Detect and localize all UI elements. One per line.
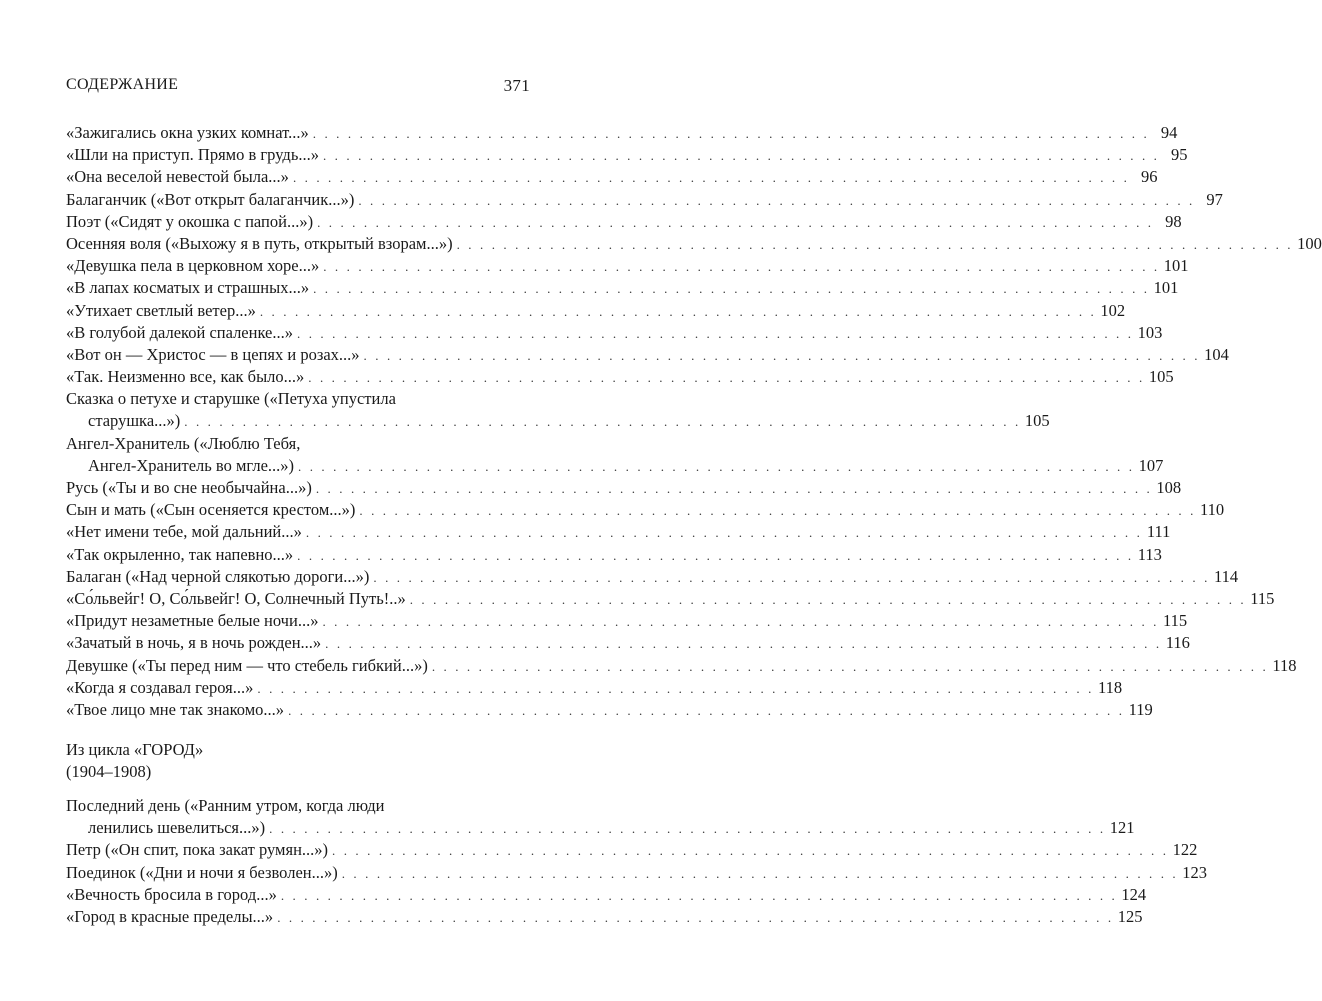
toc-entry — [66, 521, 1171, 543]
toc-leader-dots — [265, 818, 1110, 840]
toc-entry-line1: Ангел-Хранитель («Люблю Тебя, — [66, 433, 301, 453]
toc-entry-page: 115 — [1163, 611, 1188, 631]
toc-entry-title: «В лапах косматых и страшных...» — [66, 278, 310, 298]
toc-entry-page: 114 — [1213, 566, 1239, 586]
toc-entry-page: 116 — [1165, 633, 1190, 653]
toc-entry-title: «Вечность бросила в город...» — [66, 884, 277, 904]
toc-entry-title: Девушке («Ты перед ним — что стебель гибкий...») — [66, 655, 428, 675]
table-of-contents — [66, 122, 1322, 928]
toc-leader-dots — [309, 278, 1154, 300]
toc-entry-title: «Зажигались окна узких комнат...» — [66, 123, 309, 142]
toc-entry — [66, 566, 1239, 588]
toc-entry-page: 102 — [1100, 300, 1126, 320]
toc-entry-page: 124 — [1121, 884, 1147, 904]
toc-entry-title: «Придут незаметные белые ночи...» — [66, 611, 319, 631]
toc-entry-line1: Последний день («Ранним утром, когда люди — [66, 796, 385, 816]
toc-leader-dots — [369, 567, 1214, 589]
toc-entry — [66, 255, 1189, 277]
toc-entry-title: ленились шевелиться...») — [88, 818, 266, 838]
toc-entry-page: 105 — [1024, 411, 1050, 431]
toc-leader-dots — [313, 212, 1158, 234]
toc-entry-title: «Твое лицо мне так знакомо...» — [66, 699, 285, 719]
toc-entry-page: 115 — [1250, 588, 1275, 608]
toc-leader-dots — [293, 545, 1138, 567]
toc-entry — [66, 588, 1275, 610]
toc-entry — [66, 144, 1188, 166]
toc-entry — [66, 906, 1143, 928]
toc-entry — [66, 610, 1188, 632]
toc-entry-title: «Зачатый в ночь, я в ночь рожден...» — [66, 633, 322, 653]
toc-entry-page: 123 — [1182, 862, 1208, 882]
toc-leader-dots — [360, 345, 1205, 367]
toc-leader-dots — [302, 522, 1147, 544]
toc-leader-dots — [319, 256, 1164, 278]
section-title: Из цикла «ГОРОД» — [66, 740, 204, 760]
toc-leader-dots — [319, 145, 1164, 167]
toc-entry-page: 118 — [1272, 655, 1297, 675]
toc-leader-dots — [180, 411, 1025, 433]
toc-entry-title: Сын и мать («Сын осеняется крестом...») — [66, 500, 356, 520]
toc-entry-title: Осенняя воля («Выхожу я в путь, открытый взорам...») — [66, 233, 453, 253]
toc-entry — [66, 166, 1158, 188]
toc-entry-title: «В голубой далекой спаленке...» — [66, 322, 294, 342]
toc-leader-dots — [312, 478, 1157, 500]
toc-entry-title: «Нет имени тебе, мой дальний...» — [66, 522, 302, 542]
toc-entry-page: 98 — [1165, 211, 1182, 231]
toc-entry — [66, 344, 1229, 366]
toc-entry-title: Балаган («Над черной слякотью дороги...») — [66, 566, 370, 586]
toc-leader-dots — [453, 234, 1298, 256]
toc-entry — [66, 322, 1163, 344]
toc-entry-title: Балаганчик («Вот открыт балаганчик...») — [66, 189, 355, 209]
toc-leader-dots — [284, 700, 1129, 722]
toc-entry — [66, 366, 1174, 388]
toc-entry — [66, 477, 1182, 499]
toc-entry-title: «Вот он — Христос — в цепях и розах...» — [66, 344, 360, 364]
toc-leader-dots — [406, 589, 1251, 611]
toc-entry — [66, 839, 1198, 861]
toc-entry — [66, 499, 1225, 521]
toc-entry-page: 107 — [1138, 455, 1164, 475]
toc-entry — [66, 655, 1297, 677]
toc-entry-page: 108 — [1156, 478, 1182, 497]
toc-entry-page: 100 — [1297, 233, 1322, 253]
toc-entry-page: 101 — [1163, 256, 1189, 276]
toc-entry-page: 125 — [1117, 907, 1143, 926]
toc-entry-title: Петр («Он спит, пока закат румян...») — [66, 840, 329, 860]
toc-entry-title: «Город в красные пределы...» — [66, 907, 274, 926]
toc-entry — [66, 233, 1322, 255]
toc-entry-title: «Шли на приступ. Прямо в грудь...» — [66, 145, 319, 165]
toc-entry — [66, 544, 1162, 566]
toc-leader-dots — [256, 301, 1101, 323]
toc-entry-page: 104 — [1204, 344, 1229, 364]
toc-entry — [66, 884, 1147, 906]
toc-entry-page: 94 — [1160, 123, 1178, 142]
toc-entry-page: 97 — [1206, 189, 1223, 209]
toc-entry-page: 113 — [1137, 544, 1162, 564]
toc-entry — [66, 817, 1135, 839]
toc-leader-dots — [321, 633, 1166, 655]
toc-entry — [66, 277, 1179, 299]
toc-entry-title: старушка...») — [88, 411, 181, 431]
toc-entry — [66, 677, 1123, 699]
toc-leader-dots — [354, 190, 1199, 212]
toc-entry-title: Поединок («Дни и ночи я безволен...») — [66, 862, 338, 882]
toc-entry-title: «Девушка пела в церковном хоре...» — [66, 256, 320, 276]
toc-leader-dots — [318, 611, 1163, 633]
running-head-title: СОДЕРЖАНИЕ — [66, 76, 179, 93]
toc-leader-dots — [338, 863, 1183, 885]
toc-entry-title: «Со́львейг! О, Со́львейг! О, Солнечный Путь!..» — [66, 588, 406, 608]
toc-entry-page: 119 — [1128, 699, 1153, 719]
toc-leader-dots — [355, 500, 1200, 522]
toc-entry-page: 103 — [1137, 322, 1163, 342]
toc-entry — [66, 862, 1208, 884]
toc-entry — [66, 122, 1178, 144]
toc-entry-title: «Когда я создавал героя...» — [66, 677, 254, 697]
toc-leader-dots — [273, 907, 1118, 929]
toc-entry — [66, 699, 1153, 721]
running-head — [66, 76, 530, 98]
toc-entry — [66, 211, 1182, 233]
toc-entry-title: «Так окрыленно, так напевно...» — [66, 544, 294, 564]
toc-leader-dots — [304, 367, 1149, 389]
toc-leader-dots — [289, 167, 1134, 189]
toc-entry-page: 95 — [1171, 145, 1188, 165]
toc-entry — [66, 410, 1050, 432]
toc-entry-title: Ангел-Хранитель во мгле...») — [88, 455, 295, 475]
toc-entry-title: Русь («Ты и во сне необычайна...») — [66, 478, 312, 497]
toc-entry-page: 118 — [1097, 677, 1123, 697]
toc-leader-dots — [428, 656, 1273, 678]
toc-entry-page: 121 — [1109, 818, 1135, 838]
toc-entry-page: 105 — [1148, 367, 1174, 387]
toc-entry — [66, 632, 1190, 654]
toc-entry-title: Поэт («Сидят у окошка с папой...») — [66, 211, 314, 231]
toc-leader-dots — [294, 456, 1139, 478]
toc-entry-page: 101 — [1153, 278, 1179, 298]
toc-entry-title: «Так. Неизменно все, как было...» — [66, 367, 305, 387]
toc-entry — [66, 189, 1223, 211]
toc-leader-dots — [293, 323, 1138, 345]
toc-leader-dots — [309, 123, 1154, 145]
toc-entry — [66, 455, 1164, 477]
toc-entry-title: «Она веселой невестой была...» — [66, 167, 289, 187]
toc-leader-dots — [253, 678, 1098, 700]
toc-leader-dots — [277, 885, 1122, 907]
section-years: (1904–1908) — [66, 762, 152, 782]
toc-entry-page: 122 — [1172, 840, 1198, 860]
toc-entry-page: 110 — [1199, 500, 1225, 520]
toc-entry — [66, 300, 1126, 322]
toc-entry-title: «Утихает светлый ветер...» — [66, 300, 256, 320]
toc-entry-page: 96 — [1141, 167, 1158, 187]
page-number: 371 — [503, 76, 530, 95]
toc-entry-page: 111 — [1146, 522, 1171, 542]
toc-leader-dots — [328, 840, 1173, 862]
section-heading — [66, 739, 526, 783]
toc-entry-line1: Сказка о петухе и старушке («Петуха упустила — [66, 389, 396, 409]
